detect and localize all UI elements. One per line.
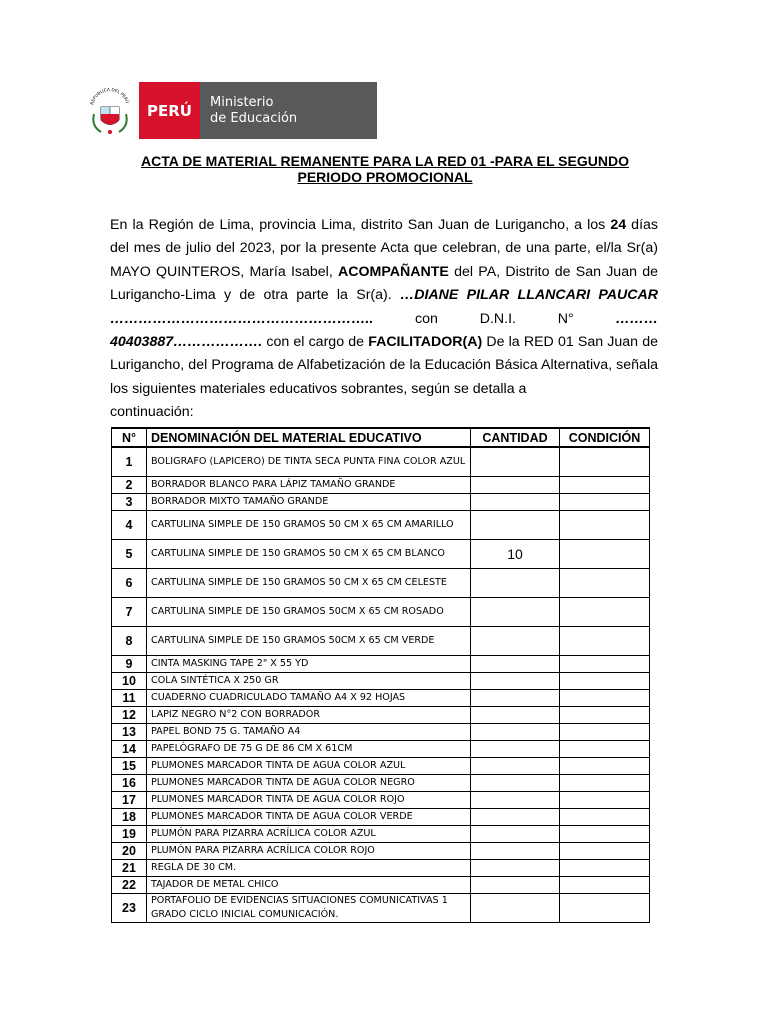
table-row <box>112 540 650 569</box>
row-number: 7 <box>112 598 147 627</box>
row-number: 22 <box>112 877 147 894</box>
row-condition <box>560 809 650 826</box>
table-row <box>112 792 650 809</box>
peru-brand: PERÚ <box>139 82 200 139</box>
table-row <box>112 569 650 598</box>
table-row <box>112 494 650 511</box>
header-denomination: DENOMINACIÓN DEL MATERIAL EDUCATIVO <box>147 428 471 447</box>
row-number: 16 <box>112 775 147 792</box>
row-number: 4 <box>112 511 147 540</box>
role-acompanante: ACOMPAÑANTE <box>338 263 449 280</box>
row-description: PAPEL BOND 75 G. TAMAÑO A4 <box>147 724 471 741</box>
facilitator-name: …DIANE PILAR LLANCARI PAUCAR ……………………………………………….. <box>110 287 658 327</box>
row-quantity <box>471 656 560 673</box>
row-number: 6 <box>112 569 147 598</box>
body-part5: con el cargo de <box>262 334 369 351</box>
row-number: 8 <box>112 627 147 656</box>
row-description: PLUMONES MARCADOR TINTA DE AGUA COLOR AZUL <box>147 758 471 775</box>
document-title <box>110 153 660 185</box>
dni-value: ……… 40403887………………. <box>110 310 658 351</box>
row-condition <box>560 627 650 656</box>
header-quantity: CANTIDAD <box>471 428 560 447</box>
row-number: 20 <box>112 843 147 860</box>
table-header-row <box>112 428 650 447</box>
row-description: REGLA DE 30 CM. <box>147 860 471 877</box>
row-number: 17 <box>112 792 147 809</box>
row-number: 15 <box>112 758 147 775</box>
row-quantity <box>471 447 560 477</box>
row-description: TAJADOR DE METAL CHICO <box>147 877 471 894</box>
row-condition <box>560 447 650 477</box>
row-condition <box>560 741 650 758</box>
row-description: PLUMONES MARCADOR TINTA DE AGUA COLOR NEGRO <box>147 775 471 792</box>
table-row <box>112 656 650 673</box>
row-quantity <box>471 826 560 843</box>
row-condition <box>560 656 650 673</box>
coat-of-arms-icon <box>87 86 133 136</box>
table-row <box>112 690 650 707</box>
row-quantity <box>471 843 560 860</box>
row-condition <box>560 724 650 741</box>
row-quantity <box>471 569 560 598</box>
row-condition <box>560 673 650 690</box>
materials-table <box>111 427 650 923</box>
body-part2: días del mes de julio del 2023, por la presente Acta que celebran, de una parte, el/la Sr(a) MAYO QUINTEROS, María Isabel, <box>110 217 658 280</box>
svg-text:REPÚBLICA DEL PERÚ <box>89 86 130 104</box>
row-quantity <box>471 511 560 540</box>
row-description: BORRADOR BLANCO PARA LÁPIZ TAMAÑO GRANDE <box>147 477 471 494</box>
peru-seal <box>81 82 139 139</box>
table-row <box>112 627 650 656</box>
row-quantity <box>471 724 560 741</box>
row-number: 14 <box>112 741 147 758</box>
row-description: PLUMÓN PARA PIZARRA ACRÍLICA COLOR AZUL <box>147 826 471 843</box>
act-body <box>110 214 658 425</box>
row-description: CARTULINA SIMPLE DE 150 GRAMOS 50 CM X 65 CM BLANCO <box>147 540 471 569</box>
title-line2: PERIODO PROMOCIONAL <box>297 169 473 185</box>
row-quantity <box>471 894 560 923</box>
ministry-name <box>200 82 377 139</box>
header-number: N° <box>112 428 147 447</box>
row-quantity <box>471 775 560 792</box>
body-part3: del PA, Distrito de San Juan de Lurigancho-Lima y de otra parte la Sr(a). <box>110 263 658 304</box>
row-condition <box>560 540 650 569</box>
table-row <box>112 511 650 540</box>
body-part7: continuación: <box>110 404 194 421</box>
row-number: 3 <box>112 494 147 511</box>
row-number: 23 <box>112 894 147 923</box>
row-number: 11 <box>112 690 147 707</box>
table-row <box>112 758 650 775</box>
table-row <box>112 826 650 843</box>
row-condition <box>560 494 650 511</box>
row-condition <box>560 511 650 540</box>
row-condition <box>560 860 650 877</box>
row-description: PLUMONES MARCADOR TINTA DE AGUA COLOR VERDE <box>147 809 471 826</box>
row-description: PAPELÓGRAFO DE 75 G DE 86 CM X 61CM <box>147 741 471 758</box>
row-quantity <box>471 707 560 724</box>
table-body <box>112 447 650 923</box>
row-description: LAPIZ NEGRO N°2 CON BORRADOR <box>147 707 471 724</box>
row-number: 2 <box>112 477 147 494</box>
row-number: 21 <box>112 860 147 877</box>
ministry-line2: de Educación <box>210 110 298 126</box>
table-row <box>112 447 650 477</box>
title-line1: ACTA DE MATERIAL REMANENTE PARA LA RED 01 -PARA EL SEGUNDO <box>141 153 629 169</box>
row-quantity <box>471 598 560 627</box>
row-description: PORTAFOLIO DE EVIDENCIAS SITUACIONES COMUNICATIVAS 1 GRADO CICLO INICIAL COMUNICACIÓN. <box>147 894 471 923</box>
body-part6: De la RED 01 San Juan de Lurigancho, del Programa de Alfabetización de la Educación Básica Alternativa, señala los siguientes materiales educativos sobrantes, según se detalla a <box>110 334 659 397</box>
row-number: 13 <box>112 724 147 741</box>
seal-text: REPÚBLICA DEL PERÚ <box>89 86 131 105</box>
body-part4: con D.N.I. N° <box>373 310 616 327</box>
table-row <box>112 707 650 724</box>
row-quantity <box>471 877 560 894</box>
row-number: 10 <box>112 673 147 690</box>
row-description: CINTA MASKING TAPE 2" X 55 YD <box>147 656 471 673</box>
role-facilitador: FACILITADOR(A) <box>368 334 483 351</box>
table-row <box>112 860 650 877</box>
row-description: BOLIGRAFO (LAPICERO) DE TINTA SECA PUNTA FINA COLOR AZUL <box>147 447 471 477</box>
row-number: 18 <box>112 809 147 826</box>
ministry-line1: Ministerio <box>210 94 274 110</box>
row-quantity: 10 <box>471 540 560 569</box>
table-row <box>112 477 650 494</box>
header-condition: CONDICIÓN <box>560 428 650 447</box>
row-description: CARTULINA SIMPLE DE 150 GRAMOS 50CM X 65 CM ROSADO <box>147 598 471 627</box>
row-description: CARTULINA SIMPLE DE 150 GRAMOS 50CM X 65 CM VERDE <box>147 627 471 656</box>
row-description: PLUMÓN PARA PIZARRA ACRÍLICA COLOR ROJO <box>147 843 471 860</box>
table-row <box>112 894 650 923</box>
row-number: 1 <box>112 447 147 477</box>
row-description: CARTULINA SIMPLE DE 150 GRAMOS 50 CM X 65 CM CELESTE <box>147 569 471 598</box>
table-row <box>112 741 650 758</box>
row-condition <box>560 843 650 860</box>
row-quantity <box>471 809 560 826</box>
row-condition <box>560 569 650 598</box>
table-row <box>112 775 650 792</box>
row-condition <box>560 707 650 724</box>
row-condition <box>560 598 650 627</box>
row-description: BORRADOR MIXTO TAMAÑO GRANDE <box>147 494 471 511</box>
row-number: 5 <box>112 540 147 569</box>
table-row <box>112 673 650 690</box>
row-quantity <box>471 792 560 809</box>
row-number: 9 <box>112 656 147 673</box>
row-description: COLA SINTÉTICA X 250 GR <box>147 673 471 690</box>
table-row <box>112 809 650 826</box>
row-description: CARTULINA SIMPLE DE 150 GRAMOS 50 CM X 65 CM AMARILLO <box>147 511 471 540</box>
row-quantity <box>471 860 560 877</box>
row-condition <box>560 826 650 843</box>
row-description: PLUMONES MARCADOR TINTA DE AGUA COLOR ROJO <box>147 792 471 809</box>
row-condition <box>560 877 650 894</box>
row-quantity <box>471 494 560 511</box>
ministry-header <box>81 82 377 139</box>
row-condition <box>560 775 650 792</box>
table-row <box>112 877 650 894</box>
table-row <box>112 724 650 741</box>
table-row <box>112 598 650 627</box>
row-description: CUADERNO CUADRICULADO TAMAÑO A4 X 92 HOJAS <box>147 690 471 707</box>
row-condition <box>560 690 650 707</box>
row-number: 19 <box>112 826 147 843</box>
row-condition <box>560 758 650 775</box>
day-value: 24 <box>610 217 627 233</box>
row-condition <box>560 477 650 494</box>
row-number: 12 <box>112 707 147 724</box>
row-quantity <box>471 741 560 758</box>
table-row <box>112 843 650 860</box>
row-quantity <box>471 673 560 690</box>
row-quantity <box>471 758 560 775</box>
row-condition <box>560 894 650 923</box>
row-quantity <box>471 690 560 707</box>
row-quantity <box>471 627 560 656</box>
body-part1: En la Región de Lima, provincia Lima, distrito San Juan de Lurigancho, a los <box>110 217 611 233</box>
row-quantity <box>471 477 560 494</box>
row-condition <box>560 792 650 809</box>
